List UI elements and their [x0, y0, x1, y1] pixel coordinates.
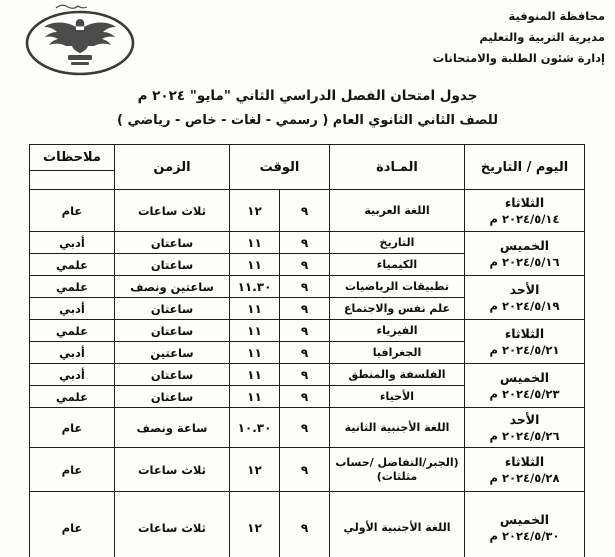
day-name: الثلاثاء: [504, 195, 545, 210]
header-row: [29, 145, 584, 190]
note-cell: علمي: [29, 276, 114, 298]
day-name: الخميس: [499, 512, 550, 527]
col-header-time: الوقت: [229, 145, 329, 190]
table-row: [29, 448, 584, 492]
subject-cell: التاريخ: [330, 232, 465, 254]
subject-cell: اللغة العربية: [330, 190, 465, 232]
day-date-cell: [465, 364, 585, 408]
start-time-cell: ٩: [280, 448, 330, 492]
grade-classes-title: للصف الثاني الثانوي العام ( رسمي - لغات - خاص - رياضي ): [117, 113, 498, 128]
start-time-cell: ٩: [280, 408, 330, 448]
duration-cell: ساعتان: [114, 364, 229, 386]
subject-cell: الكيمياء: [330, 254, 465, 276]
duration-cell: ثلاث ساعات: [114, 492, 229, 557]
day-name: الأحد: [509, 282, 540, 297]
start-time-cell: ٩: [280, 298, 330, 320]
col-header-subject: المـادة: [330, 145, 465, 190]
end-time-cell: ١٠.٣٠: [229, 408, 279, 448]
duration-cell: ساعتان: [114, 232, 229, 254]
start-time-cell: ٩: [280, 364, 330, 386]
note-cell: أدبي: [29, 232, 114, 254]
org-directorate: مديرية التربية والتعليم: [479, 30, 605, 44]
table-row: [29, 276, 584, 298]
day-name: الخميس: [499, 370, 550, 385]
end-time-cell: ١١: [229, 232, 279, 254]
table-row: [29, 492, 584, 557]
start-time-cell: ٩: [280, 276, 330, 298]
exam-schedule-table: [29, 144, 585, 557]
date: ٢٠٢٤/٥/١٦ م: [489, 255, 560, 269]
start-time-cell: ٩: [280, 254, 330, 276]
duration-cell: ساعتان: [114, 320, 229, 342]
end-time-cell: ١١.٣٠: [229, 276, 279, 298]
end-time-cell: ١١: [229, 342, 279, 364]
table-row: [29, 190, 584, 232]
note-cell: عام: [29, 190, 114, 232]
duration-cell: ساعتان: [114, 298, 229, 320]
subject-cell: تطبيقات الرياضيات: [330, 276, 465, 298]
duration-cell: ساعة ونصف: [114, 408, 229, 448]
day-date-cell: [465, 276, 585, 320]
end-time-cell: ١١: [229, 254, 279, 276]
end-time-cell: ١١: [229, 364, 279, 386]
start-time-cell: ٩: [280, 190, 330, 232]
start-time-cell: ٩: [280, 386, 330, 408]
day-date-cell: [465, 448, 585, 492]
date: ٢٠٢٤/٥/١٩ م: [489, 299, 560, 313]
subject-cell: علم نفس والاجتماع: [330, 298, 465, 320]
col-header-duration: الزمن: [114, 145, 229, 190]
duration-cell: ثلاث ساعات: [114, 448, 229, 492]
col-header-day: اليوم / التاريخ: [465, 145, 585, 190]
day-date-cell: [465, 408, 585, 448]
subject-cell: اللغة الأجنبية الأولي: [330, 492, 465, 557]
duration-cell: ساعتين: [114, 342, 229, 364]
note-cell: علمي: [29, 320, 114, 342]
table-row: [29, 320, 584, 342]
day-date-cell: [465, 320, 585, 364]
end-time-cell: ١٢: [229, 448, 279, 492]
duration-cell: ثلاث ساعات: [114, 190, 229, 232]
day-name: الخميس: [499, 238, 550, 253]
date: ٢٠٢٤/٥/٢٦ م: [489, 429, 560, 443]
duration-cell: ساعتان: [114, 386, 229, 408]
start-time-cell: ٩: [280, 320, 330, 342]
note-cell: أدبي: [29, 342, 114, 364]
note-cell: أدبي: [29, 364, 114, 386]
day-date-cell: [465, 232, 585, 276]
table-row: [29, 364, 584, 386]
date: ٢٠٢٤/٥/٢١ م: [489, 343, 560, 357]
subject-cell: الجغرافيا: [330, 342, 465, 364]
subject-cell: (الجبر/التفاضل /حساب مثلثات): [330, 448, 465, 492]
end-time-cell: ١٢: [229, 190, 279, 232]
exam-schedule-title: جدول امتحان الفصل الدراسي الثاني "مايو" ٢٠٢٤ م: [137, 88, 478, 104]
start-time-cell: ٩: [280, 492, 330, 557]
table-row: [29, 408, 584, 448]
day-name: الأحد: [509, 412, 540, 427]
date: ٢٠٢٤/٥/٣٠ م: [489, 529, 560, 543]
start-time-cell: ٩: [280, 342, 330, 364]
date: ٢٠٢٤/٥/١٤ م: [489, 212, 560, 226]
end-time-cell: ١١: [229, 386, 279, 408]
day-date-cell: [465, 492, 585, 557]
day-name: الثلاثاء: [504, 326, 545, 341]
note-cell: أدبي: [29, 298, 114, 320]
subject-cell: الفلسفة والمنطق: [330, 364, 465, 386]
col-header-notes: [29, 145, 114, 190]
day-date-cell: [465, 190, 585, 232]
governorate-emblem: [22, 3, 138, 77]
table-row: [29, 232, 584, 254]
note-cell: علمي: [29, 254, 114, 276]
subject-cell: الفيزياء: [330, 320, 465, 342]
org-header: [433, 6, 605, 69]
org-governorate: محافظة المنوفية: [508, 9, 605, 23]
end-time-cell: ١٢: [229, 492, 279, 557]
col-header-notes-label: ملاحظات: [30, 145, 114, 171]
duration-cell: ساعتين ونصف: [114, 276, 229, 298]
note-cell: عام: [29, 448, 114, 492]
end-time-cell: ١١: [229, 320, 279, 342]
date: ٢٠٢٤/٥/٢٨ م: [489, 471, 560, 485]
duration-cell: ساعتان: [114, 254, 229, 276]
end-time-cell: ١١: [229, 298, 279, 320]
day-name: الثلاثاء: [504, 454, 545, 469]
subject-cell: اللغة الأجنبية الثانية: [330, 408, 465, 448]
note-cell: علمي: [29, 386, 114, 408]
note-cell: عام: [29, 408, 114, 448]
note-cell: عام: [29, 492, 114, 557]
start-time-cell: ٩: [280, 232, 330, 254]
date: ٢٠٢٤/٥/٢٣ م: [489, 387, 560, 401]
org-administration: إدارة شئون الطلبة والامتحانات: [432, 51, 605, 65]
subject-cell: الأحياء: [330, 386, 465, 408]
eagle-emblem-icon: [22, 3, 138, 77]
